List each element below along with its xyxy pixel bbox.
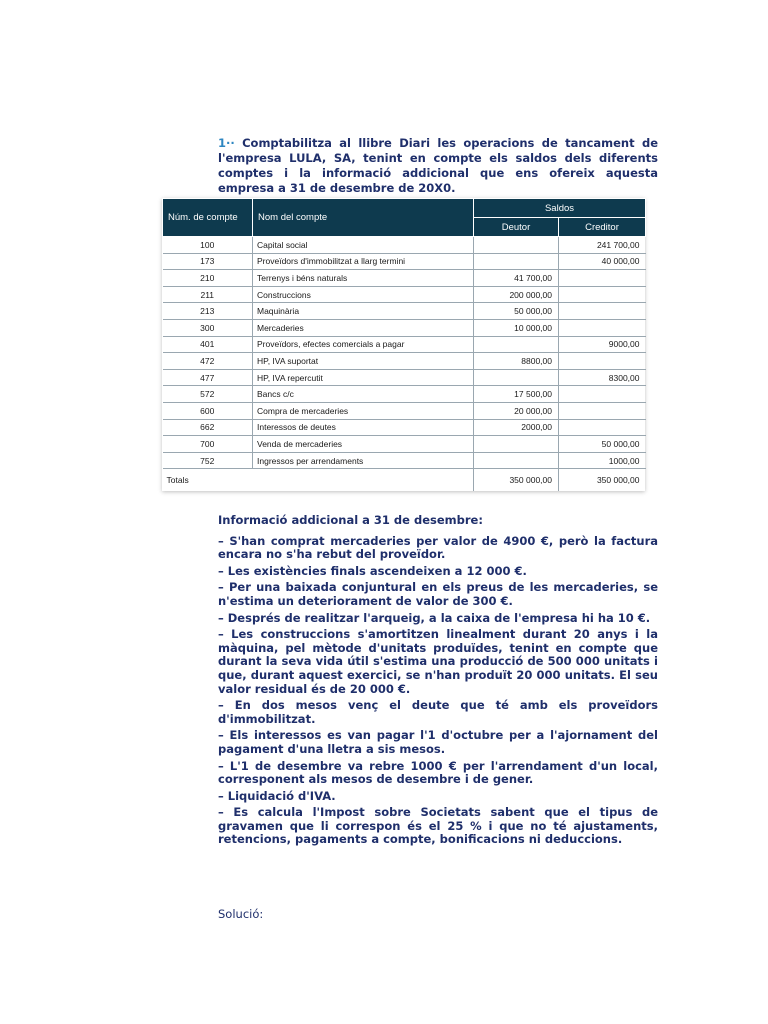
- creditor-cell: [559, 386, 646, 403]
- header-saldos: Saldos: [474, 199, 646, 218]
- account-name-cell: Compra de mercaderies: [253, 402, 474, 419]
- deutor-cell: 20 000,00: [474, 402, 559, 419]
- deutor-cell: [474, 436, 559, 453]
- creditor-cell: [559, 303, 646, 320]
- creditor-cell: [559, 286, 646, 303]
- header-deutor: Deutor: [474, 218, 559, 237]
- account-name-cell: Maquinària: [253, 303, 474, 320]
- header-account-name: Nom del compte: [253, 199, 474, 237]
- creditor-cell: [559, 353, 646, 370]
- account-number-cell: 600: [163, 402, 253, 419]
- deutor-cell: 200 000,00: [474, 286, 559, 303]
- table-row: [163, 436, 646, 453]
- account-name-cell: Proveïdors d'immobilitzat a llarg termini: [253, 253, 474, 270]
- list-item: – Liquidació d'IVA.: [218, 788, 336, 803]
- table-row: [163, 286, 646, 303]
- account-number-cell: 472: [163, 353, 253, 370]
- deutor-cell: 41 700,00: [474, 270, 559, 287]
- list-item: – S'han comprat mercaderies per valor de 4900 €, però la factura encara no s'ha rebut del proveïdor.: [218, 533, 658, 562]
- table-row: [163, 319, 646, 336]
- account-name-cell: Construccions: [253, 286, 474, 303]
- table-row: [163, 386, 646, 403]
- table-row: [163, 369, 646, 386]
- creditor-cell: [559, 402, 646, 419]
- totals-label: Totals: [166, 475, 189, 486]
- table-row: [163, 452, 646, 469]
- account-number-cell: 213: [163, 303, 253, 320]
- account-name-cell: Bancs c/c: [253, 386, 474, 403]
- creditor-cell: [559, 419, 646, 436]
- totals-deutor: 350 000,00: [474, 469, 559, 492]
- list-item: – Les existències finals ascendeixen a 12 000 €.: [218, 563, 527, 578]
- deutor-cell: [474, 452, 559, 469]
- deutor-cell: 17 500,00: [474, 386, 559, 403]
- list-item: – Es calcula l'Impost sobre Societats sabent que el tipus de gravamen que li correspon és el 25 % i que no té ajustaments, retencions, pagaments a compte, bonificacions ni deduccions.: [218, 805, 658, 847]
- header-account-number: Núm. de compte: [163, 199, 253, 237]
- creditor-cell: 1000,00: [559, 452, 646, 469]
- deutor-cell: [474, 336, 559, 353]
- totals-creditor: 350 000,00: [559, 469, 646, 492]
- creditor-cell: [559, 319, 646, 336]
- creditor-cell: 40 000,00: [559, 253, 646, 270]
- list-item: – Després de realitzar l'arqueig, a la caixa de l'empresa hi ha 10 €.: [218, 610, 651, 625]
- account-name-cell: Venda de mercaderies: [253, 436, 474, 453]
- list-item: – Per una baixada conjuntural en els preus de les mercaderies, se n'estima un deteriorament de valor de 300 €.: [218, 580, 658, 608]
- account-name-cell: Mercaderies: [253, 319, 474, 336]
- account-number-cell: 211: [163, 286, 253, 303]
- account-name-cell: Terrenys i béns naturals: [253, 270, 474, 287]
- account-number-cell: 477: [163, 369, 253, 386]
- table-row: [163, 419, 646, 436]
- account-number-cell: 300: [163, 319, 253, 336]
- table-row: [163, 402, 646, 419]
- account-number-cell: 401: [163, 336, 253, 353]
- table-row: [163, 237, 646, 254]
- account-number-cell: 210: [163, 270, 253, 287]
- account-name-cell: Interessos de deutes: [253, 419, 474, 436]
- creditor-cell: [559, 270, 646, 287]
- deutor-cell: 2000,00: [474, 419, 559, 436]
- account-number-cell: 700: [163, 436, 253, 453]
- additional-info: [218, 514, 658, 850]
- account-name-cell: Capital social: [253, 237, 474, 254]
- deutor-cell: [474, 237, 559, 254]
- list-item: – En dos mesos venç el deute que té amb els proveïdors d'immobilitzat.: [218, 698, 658, 726]
- creditor-cell: 241 700,00: [559, 237, 646, 254]
- exercise-statement: [218, 136, 658, 196]
- table-row: [163, 336, 646, 353]
- account-number-cell: 100: [163, 237, 253, 254]
- account-name-cell: HP, IVA repercutit: [253, 369, 474, 386]
- solution-label: Solució:: [218, 907, 264, 921]
- creditor-cell: 8300,00: [559, 369, 646, 386]
- account-number-cell: 752: [163, 452, 253, 469]
- account-name-cell: HP, IVA suportat: [253, 353, 474, 370]
- totals-row: [163, 469, 646, 492]
- creditor-cell: 50 000,00: [559, 436, 646, 453]
- exercise-number: 1··: [218, 136, 235, 150]
- account-name-cell: Proveïdors, efectes comercials a pagar: [253, 336, 474, 353]
- deutor-cell: 10 000,00: [474, 319, 559, 336]
- deutor-cell: [474, 369, 559, 386]
- list-item: – L'1 de desembre va rebre 1000 € per l'arrendament d'un local, corresponent als mesos de desembre i de gener.: [218, 758, 658, 787]
- table-row: [163, 303, 646, 320]
- deutor-cell: [474, 253, 559, 270]
- header-creditor: Creditor: [559, 218, 646, 237]
- balance-table: [162, 198, 645, 491]
- account-number-cell: 662: [163, 419, 253, 436]
- exercise-text: Comptabilitza al llibre Diari les operacions de tancament de l'empresa LULA, SA, tenint en compte els saldos dels diferents comptes i la informació addicional que ens ofereix aquesta empresa a 31 de desembre de 20X0.: [218, 136, 658, 195]
- deutor-cell: 50 000,00: [474, 303, 559, 320]
- table-body: [163, 237, 646, 492]
- list-item: – Els interessos es van pagar l'1 d'octubre per a l'ajornament del pagament d'una lletra a sis mesos.: [218, 728, 658, 756]
- deutor-cell: 8800,00: [474, 353, 559, 370]
- table-row: [163, 270, 646, 287]
- account-name-cell: Ingressos per arrendaments: [253, 452, 474, 469]
- table-row: [163, 353, 646, 370]
- list-item: – Les construccions s'amortitzen linealment durant 20 anys i la màquina, pel mètode d'unitats produïdes, tenint en compte que durant la seva vida útil s'estima una producció de 500 000 unitats i que, durant aquest exercici, se n'han produït 20 000 unitats. El seu valor residual és de 20 000 €.: [218, 627, 658, 696]
- additional-info-title: Informació addicional a 31 de desembre:: [218, 513, 483, 527]
- table-row: [163, 253, 646, 270]
- creditor-cell: 9000,00: [559, 336, 646, 353]
- account-number-cell: 572: [163, 386, 253, 403]
- additional-info-list: [218, 535, 658, 847]
- account-number-cell: 173: [163, 253, 253, 270]
